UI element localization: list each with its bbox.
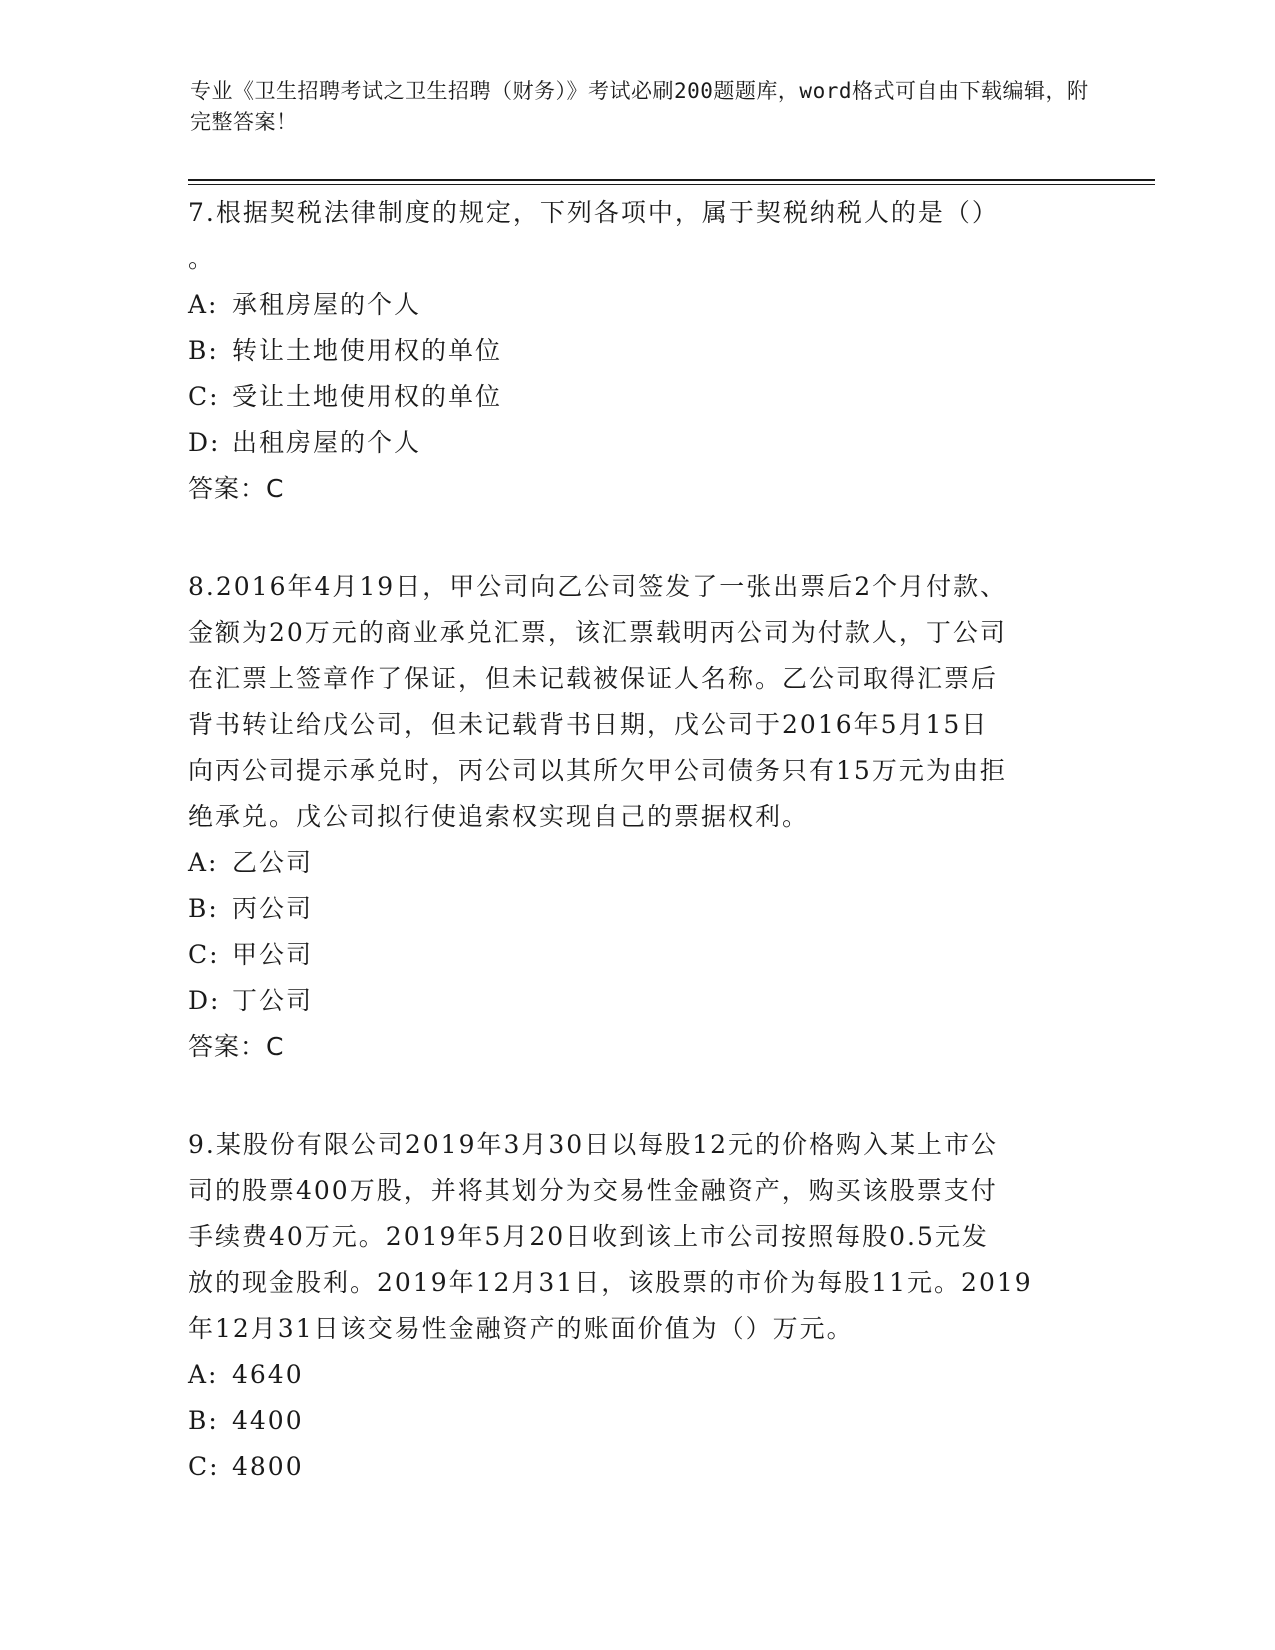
option-text: 承租房屋的个人 bbox=[232, 290, 422, 319]
question-text: 8.2016年4月19日，甲公司向乙公司签发了一张出票后2个月付款、 金额为20万元的商业承兑汇票，该汇票载明丙公司为付款人，丁公司 在汇票上签章作了保证，但未记载被保证人名称。乙公司取得汇票后 背书转让给戊公司，但未记载背书日期，戊公司于2016年5月15日 向丙公司提示承兑时，丙公司以其所欠甲公司债务只有15万元为由拒 绝承兑。戊公司拟行使追索权实现自己的票据权利。 bbox=[188, 572, 1008, 831]
option-text: 4640 bbox=[232, 1360, 304, 1389]
option-key: A: bbox=[188, 848, 219, 877]
option-d bbox=[188, 420, 1088, 466]
option-key: D: bbox=[188, 428, 221, 457]
answer-line: 答案：C bbox=[188, 474, 285, 503]
option-b bbox=[188, 886, 1088, 932]
question-9 bbox=[188, 1122, 1088, 1490]
option-d bbox=[188, 978, 1088, 1024]
option-b bbox=[188, 328, 1088, 374]
option-text: 丁公司 bbox=[232, 986, 314, 1015]
option-text: 4400 bbox=[232, 1406, 304, 1435]
option-key: B: bbox=[188, 1406, 219, 1435]
option-text: 受让土地使用权的单位 bbox=[232, 382, 503, 411]
header-divider-thick bbox=[188, 179, 1155, 181]
option-c bbox=[188, 1444, 1088, 1490]
option-key: C: bbox=[188, 1452, 220, 1481]
option-text: 甲公司 bbox=[232, 940, 314, 969]
document-header: 专业《卫生招聘考试之卫生招聘（财务）》考试必刷200题题库，word格式可自由下载编辑，附完整答案！ bbox=[190, 79, 1089, 134]
option-text: 丙公司 bbox=[232, 894, 314, 923]
option-a bbox=[188, 1352, 1088, 1398]
header-divider-thin bbox=[188, 184, 1155, 185]
option-key: C: bbox=[188, 382, 220, 411]
option-key: B: bbox=[188, 336, 219, 365]
question-8 bbox=[188, 564, 1088, 1070]
question-list bbox=[188, 190, 1088, 1542]
option-text: 乙公司 bbox=[232, 848, 314, 877]
option-key: A: bbox=[188, 290, 219, 319]
option-a bbox=[188, 840, 1088, 886]
option-a bbox=[188, 282, 1088, 328]
option-text: 转让土地使用权的单位 bbox=[232, 336, 503, 365]
option-key: B: bbox=[188, 894, 219, 923]
option-b bbox=[188, 1398, 1088, 1444]
option-text: 4800 bbox=[232, 1452, 304, 1481]
question-text: 9.某股份有限公司2019年3月30日以每股12元的价格购入某上市公 司的股票400万股，并将其划分为交易性金融资产，购买该股票支付 手续费40万元。2019年5月20日收到该上市公司按照每股0.5元发 放的现金股利。2019年12月31日，该股票的市价为每股11元。2019 年12月31日该交易性金融资产的账面价值为（）万元。 bbox=[188, 1130, 1033, 1343]
option-text: 出租房屋的个人 bbox=[232, 428, 422, 457]
option-key: C: bbox=[188, 940, 220, 969]
option-key: A: bbox=[188, 1360, 219, 1389]
answer-line: 答案：C bbox=[188, 1032, 285, 1061]
option-key: D: bbox=[188, 986, 221, 1015]
question-text: 7.根据契税法律制度的规定，下列各项中，属于契税纳税人的是（） 。 bbox=[188, 198, 999, 273]
question-7 bbox=[188, 190, 1088, 512]
option-c bbox=[188, 932, 1088, 978]
option-c bbox=[188, 374, 1088, 420]
